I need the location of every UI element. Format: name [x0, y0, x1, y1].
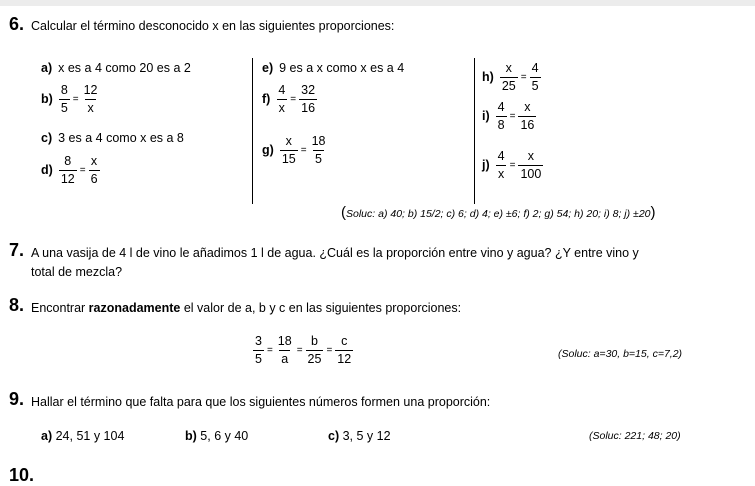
fraction: $\frac{x}{100}$: [520, 149, 542, 181]
item-text: x es a 4 como 20 es a 2: [58, 61, 191, 75]
item-text: 9 es a x como x es a 4: [279, 61, 405, 75]
question-8-text: Encontrar razonadamente el valor de a, b y c en las siguientes proporciones:: [31, 301, 462, 315]
fraction: $\frac{4}{5}$: [531, 61, 539, 93]
fraction: $\frac{x}{16}$: [520, 100, 535, 132]
equals-sign: =: [72, 93, 79, 105]
fraction: $\frac{c}{12}$: [337, 334, 352, 366]
item-label: d): [41, 163, 53, 177]
question-6-solution: (Soluc: a) 40; b) 15/2; c) 6; d) 4; e) ±6; f) 2; g) 54; h) 20; i) 8; j) ±20): [341, 204, 656, 221]
fraction: $\frac{4}{8}$: [497, 100, 505, 132]
question-6-text: Calcular el término desconocido x en las siguientes proporciones:: [31, 19, 395, 33]
fraction: $\frac{32}{16}$: [301, 83, 316, 115]
fraction: $\frac{b}{25}$: [307, 334, 322, 366]
fraction: $\frac{x}{15}$: [281, 134, 296, 166]
item-6g: [262, 135, 327, 165]
question-7-line-2: total de mezcla?: [31, 265, 123, 279]
fraction: $\frac{3}{5}$: [255, 334, 262, 366]
item-label: b): [41, 92, 53, 106]
question-9-text: Hallar el término que falta para que los siguientes números formen una proporción:: [31, 395, 491, 409]
fraction: $\frac{4}{x}$: [278, 83, 286, 115]
item-6e: [262, 61, 404, 75]
equals-sign: =: [520, 71, 527, 83]
fraction: $\frac{12}{x}$: [83, 83, 98, 115]
fraction: $\frac{4}{x}$: [497, 149, 505, 181]
question-7-number: 7.: [9, 240, 25, 260]
item-6b: [41, 84, 100, 114]
top-strip: [0, 0, 755, 6]
equals-sign: =: [326, 344, 333, 356]
question-9-number: 9.: [9, 389, 25, 409]
equals-sign: =: [296, 344, 303, 356]
emphasis: razonadamente: [88, 301, 181, 315]
fraction: $\frac{8}{12}$: [60, 154, 75, 186]
fraction: $\frac{18}{5}$: [311, 134, 326, 166]
item-9c: c) 3, 5 y 12: [328, 429, 391, 443]
equals-sign: =: [509, 159, 516, 171]
item-6d: [41, 155, 100, 185]
question-8-number: 8.: [9, 295, 25, 315]
item-6f: [262, 84, 317, 114]
column-divider: [252, 58, 253, 204]
item-label: h): [482, 70, 494, 84]
question-9-solution: (Soluc: 221; 48; 20): [589, 430, 681, 442]
fraction: $\frac{x}{6}$: [90, 154, 98, 186]
item-text: 3 es a 4 como x es a 8: [58, 131, 184, 145]
question-8-equation: [253, 335, 353, 365]
equals-sign: =: [290, 93, 297, 105]
item-6a: [41, 61, 191, 75]
item-6h: [482, 62, 541, 92]
fraction: $\frac{x}{25}$: [501, 61, 516, 93]
question-10-number: 10.: [9, 465, 35, 485]
equals-sign: =: [79, 164, 86, 176]
item-label: j): [482, 158, 490, 172]
column-divider: [474, 58, 475, 204]
item-6c: [41, 131, 184, 145]
item-9b: b) 5, 6 y 40: [185, 429, 249, 443]
item-label: g): [262, 143, 274, 157]
item-9a: a) 24, 51 y 104: [41, 429, 125, 443]
question-6-number: 6.: [9, 14, 25, 34]
question-7-line-1: A una vasija de 4 l de vino le añadimos 1 l de agua. ¿Cuál es la proporción entre vino y agua? ¿Y entre vino y: [31, 246, 639, 260]
item-6i: [482, 101, 536, 131]
item-label: e): [262, 61, 274, 75]
item-label: a): [41, 61, 53, 75]
equals-sign: =: [266, 344, 273, 356]
equals-sign: =: [509, 110, 516, 122]
item-label: c): [41, 131, 53, 145]
fraction: $\frac{8}{5}$: [60, 83, 68, 115]
item-label: i): [482, 109, 490, 123]
item-6j: [482, 150, 543, 180]
question-8-solution: (Soluc: a=30, b=15, c=7,2): [558, 348, 683, 360]
item-label: f): [262, 92, 271, 106]
equals-sign: =: [300, 144, 307, 156]
fraction: $\frac{18}{a}$: [277, 334, 292, 366]
